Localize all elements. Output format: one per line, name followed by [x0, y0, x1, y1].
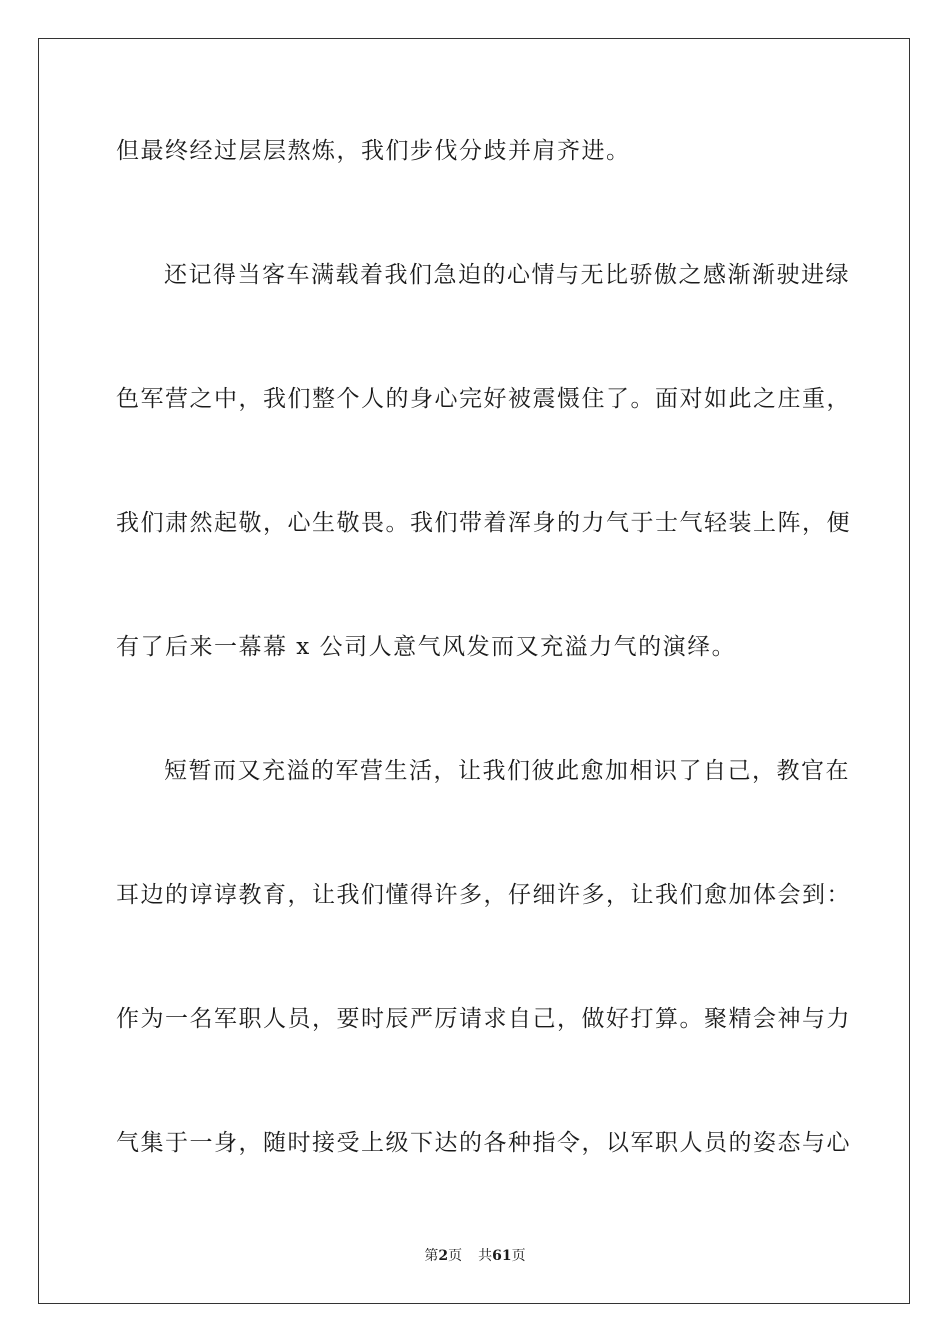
text-line-6: 短暂而又充溢的军营生活，让我们彼此愈加相识了自己，教官在	[164, 758, 850, 784]
total-page-number: 61	[492, 1248, 512, 1264]
total-suffix: 页	[511, 1248, 526, 1264]
text-line-4: 我们肃然起敬，心生敬畏。我们带着浑身的力气于士气轻装上阵，便	[116, 510, 851, 536]
page-footer	[0, 1247, 950, 1265]
text-line-5: 有了后来一幕幕 x 公司人意气风发而又充溢力气的演绎。	[116, 634, 737, 660]
text-line-3: 色军营之中，我们整个人的身心完好被震慑住了。面对如此之庄重，	[116, 386, 851, 412]
text-line-8: 作为一名军职人员，要时辰严厉请求自己，做好打算。聚精会神与力	[116, 1006, 851, 1032]
page-border	[38, 38, 910, 1304]
text-line-9: 气集于一身，随时接受上级下达的各种指令，以军职人员的姿态与心	[116, 1130, 851, 1156]
total-prefix: 共	[478, 1248, 493, 1264]
page-prefix: 第	[424, 1248, 439, 1264]
current-page-number: 2	[438, 1248, 449, 1264]
page-suffix: 页	[448, 1248, 463, 1264]
text-line-2: 还记得当客车满载着我们急迫的心情与无比骄傲之感渐渐驶进绿	[164, 262, 850, 288]
text-line-1: 但最终经过层层熬炼，我们步伐分歧并肩齐进。	[116, 138, 631, 164]
text-line-7: 耳边的谆谆教育，让我们懂得许多，仔细许多，让我们愈加体会到：	[116, 882, 851, 908]
